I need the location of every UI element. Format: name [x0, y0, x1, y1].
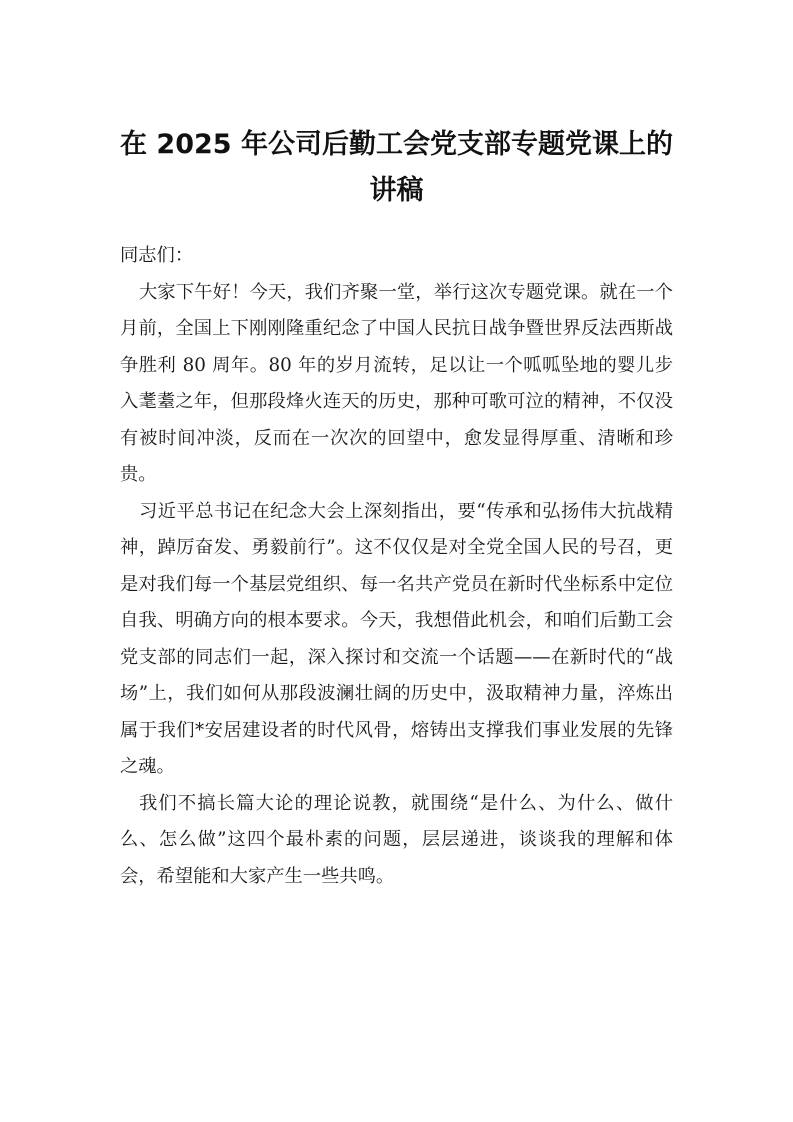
salutation: 同志们： [120, 245, 194, 266]
paragraph-1: 大家下午好！今天，我们齐聚一堂，举行这次专题党课。就在一个月前，全国上下刚刚隆重纪念了中国人民抗日战争暨世界反法西斯战争胜利 80 周年。80 年的岁月流转，足以让一个呱呱坠地的婴儿步入耄耋之年，但那段烽火连天的历史，那种可歌可泣的精神，不仅没有被时间冲淡，反而在一次次的回望中，愈发显得厚重、清晰和珍贵。 [120, 281, 673, 485]
document-body [120, 238, 673, 895]
paragraph-2: 习近平总书记在纪念大会上深刻指出，要“传承和弘扬伟大抗战精神，踔厉奋发、勇毅前行”。这不仅仅是对全党全国人民的号召，更是对我们每一个基层党组织、每一名共产党员在新时代坐标系中定位自我、明确方向的根本要求。今天，我想借此机会，和咱们后勤工会党支部的同志们一起，深入探讨和交流一个话题——在新时代的“战场”上，我们如何从那段波澜壮阔的历史中，汲取精神力量，淬炼出属于我们*安居建设者的时代风骨，熔铸出支撑我们事业发展的先锋之魂。 [120, 500, 673, 777]
paragraph-3: 我们不搞长篇大论的理论说教，就围绕“是什么、为什么、做什么、怎么做”这四个最朴素的问题，层层递进，谈谈我的理解和体会，希望能和大家产生一些共鸣。 [120, 792, 673, 887]
document-title: 在 2025 年公司后勤工会党支部专题党课上的讲稿 [120, 129, 673, 206]
